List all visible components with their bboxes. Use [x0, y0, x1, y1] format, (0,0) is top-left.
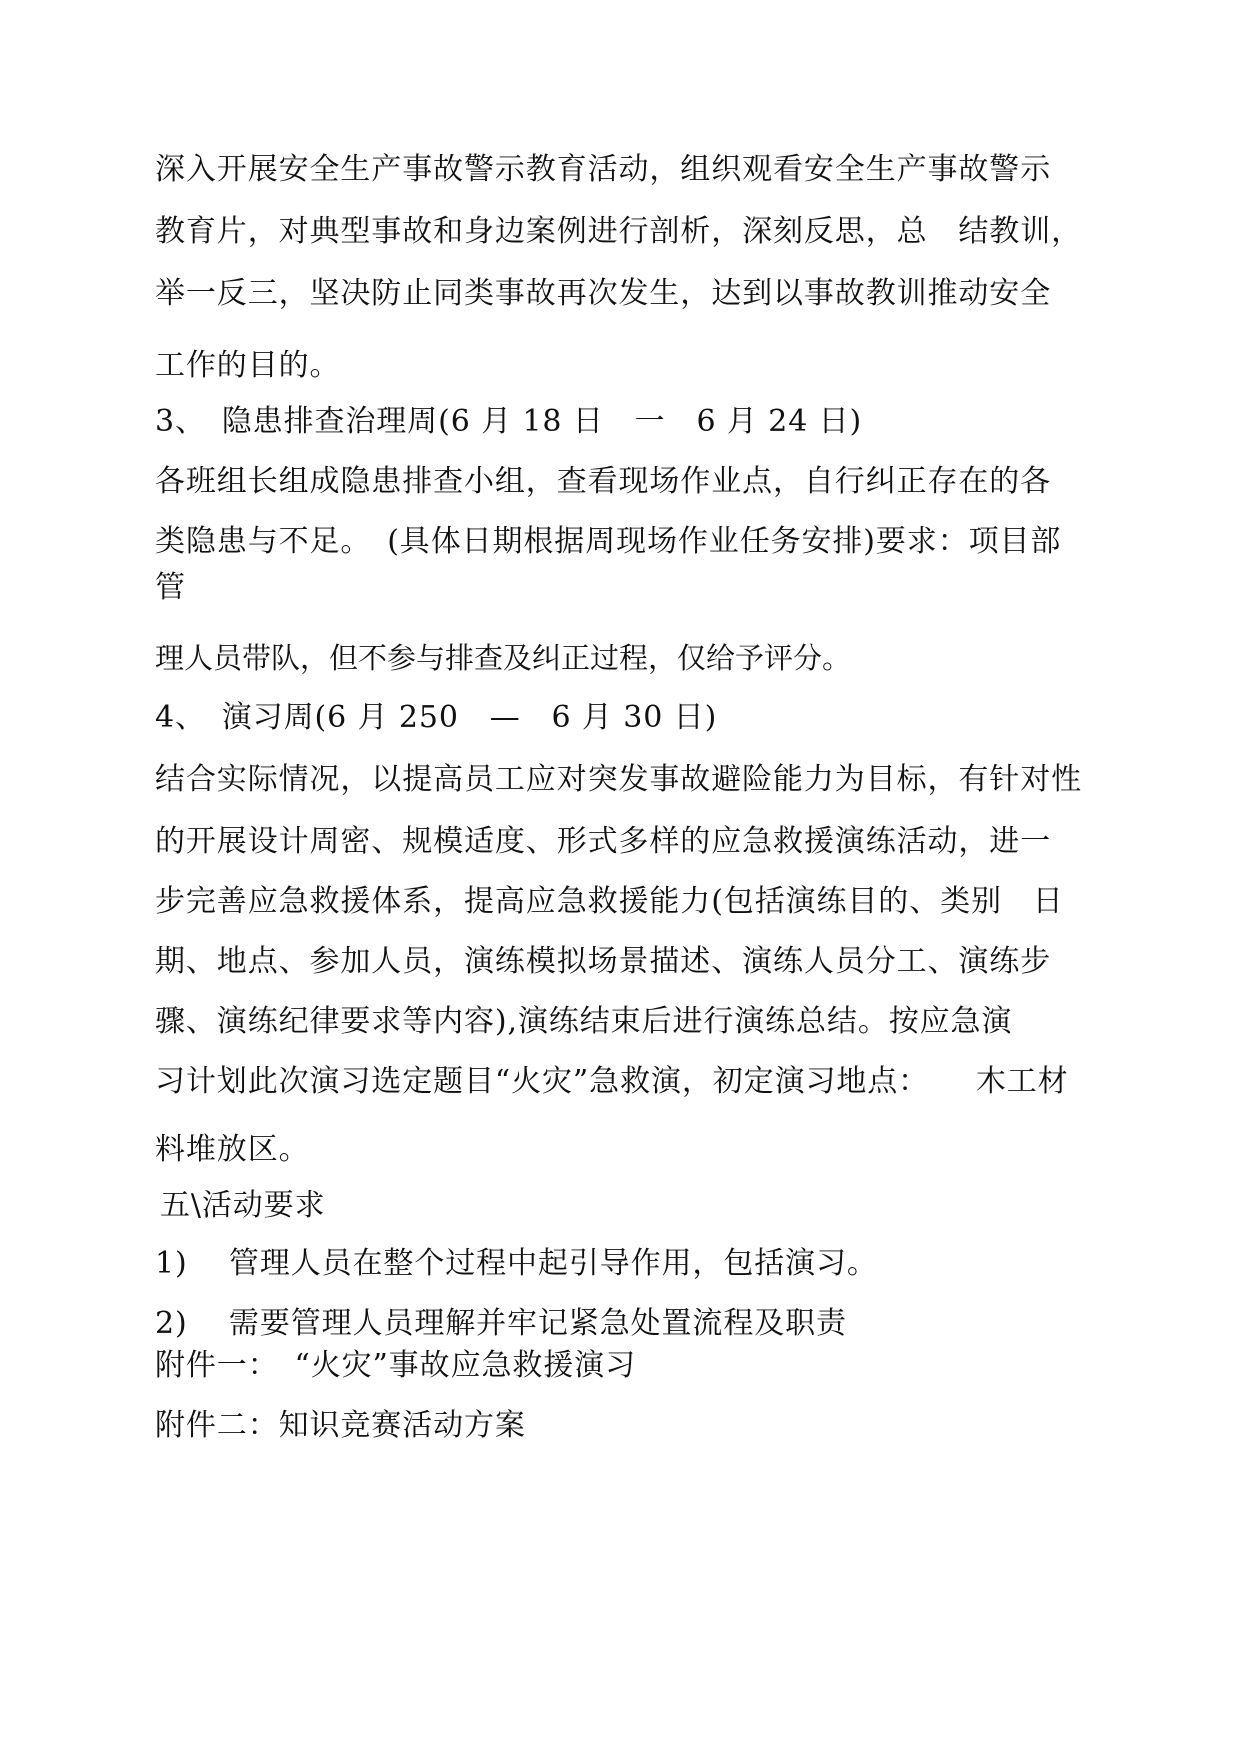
attachment-2: 附件二：知识竞赛活动方案 — [155, 1408, 526, 1443]
section-title-5: 五\活动要求 — [160, 1188, 326, 1223]
body-line: 习计划此次演习选定题目“火灾”急救演，初定演习地点： 木工材 — [155, 1064, 1069, 1099]
body-line: 理人员带队，但不参与排查及纠正过程，仅给予评分。 — [155, 641, 852, 675]
body-line: 的开展设计周密、规模适度、形式多样的应急救援演练活动，进一 — [155, 824, 1052, 859]
body-line: 类隐患与不足。 (具体日期根据周现场作业任务安排)要求：项目部 — [155, 524, 1062, 559]
body-line: 骤、演练纪律要求等内容),演练结束后进行演练总结。按应急演 — [155, 1004, 1013, 1039]
body-line: 期、地点、参加人员，演练模拟场景描述、演练人员分工、演练步 — [155, 944, 1052, 979]
requirement-item-1: 1) 管理人员在整个过程中起引导作用，包括演习。 — [155, 1246, 878, 1281]
attachment-1: 附件一： “火灾”事故应急救援演习 — [155, 1348, 636, 1383]
body-line: 步完善应急救援体系，提高应急救援能力(包括演练目的、类别 日 — [155, 884, 1064, 919]
section-heading-3: 3、 隐患排查治理周(6 月 18 日 一 6 月 24 日) — [155, 404, 863, 439]
body-line: 工作的目的。 — [155, 348, 341, 383]
body-line: 深入开展安全生产事故警示教育活动，组织观看安全生产事故警示 — [155, 152, 1052, 187]
body-line: 各班组长组成隐患排查小组，查看现场作业点，自行纠正存在的各 — [155, 464, 1052, 499]
body-line: 管 — [155, 570, 186, 605]
body-line: 举一反三，坚决防止同类事故再次发生，达到以事故教训推动安全 — [155, 276, 1052, 311]
body-line: 结合实际情况，以提高员工应对突发事故避险能力为目标，有针对性 — [155, 762, 1082, 797]
requirement-item-2: 2) 需要管理人员理解并牢记紧急处置流程及职责 — [155, 1306, 847, 1341]
body-line: 教育片，对典型事故和身边案例进行剖析，深刻反思，总 结教训， — [155, 214, 1082, 249]
section-heading-4: 4、 演习周(6 月 250 — 6 月 30 日) — [155, 700, 718, 735]
body-line: 料堆放区。 — [155, 1132, 310, 1167]
